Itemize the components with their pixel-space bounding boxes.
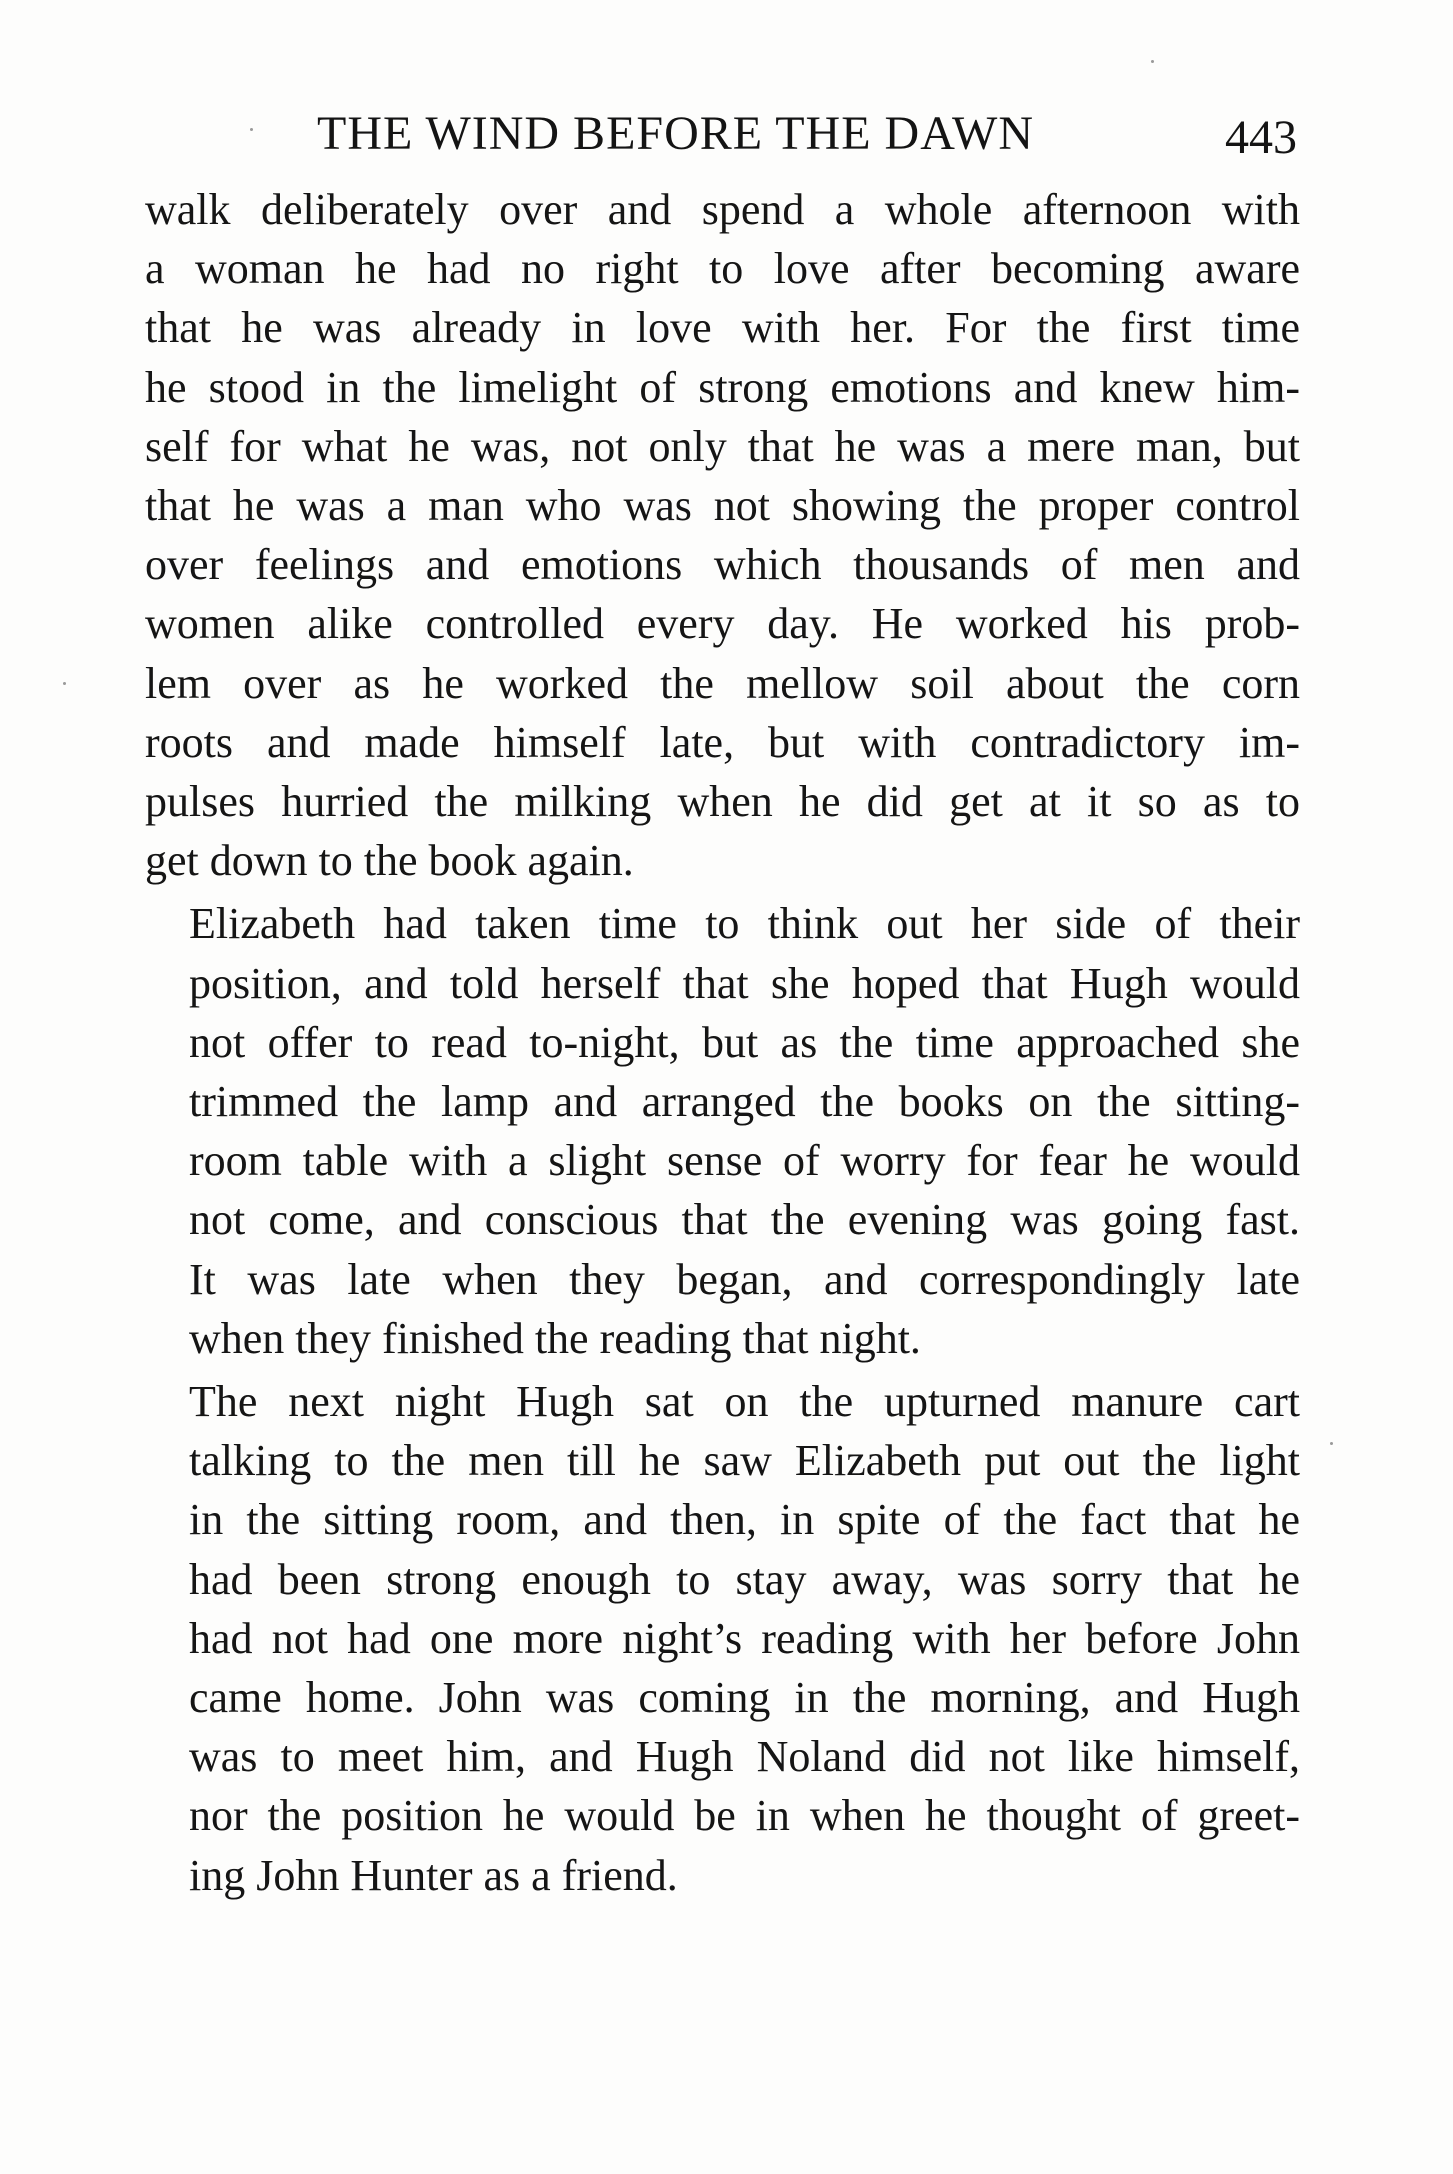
text-line: lem over as he worked the mellow soil about the corn xyxy=(145,658,1300,708)
print-speck xyxy=(1151,60,1154,63)
text-line: not come, and conscious that the evening was going fast. xyxy=(189,1195,1300,1245)
paragraph-2 xyxy=(145,894,1300,1368)
text-line: a woman he had no right to love after becoming aware xyxy=(145,244,1300,294)
text-line: pulses hurried the milking when he did get at it so as to xyxy=(145,777,1300,827)
text-line: had not had one more night’s reading with her before John xyxy=(189,1613,1300,1663)
text-line: trimmed the lamp and arranged the books on the sitting- xyxy=(189,1077,1300,1127)
text-line: in the sitting room, and then, in spite of the fact that he xyxy=(189,1495,1300,1545)
running-head xyxy=(147,106,1297,176)
paragraph-3 xyxy=(145,1372,1300,1905)
text-line: when they finished the reading that night. xyxy=(189,1313,921,1363)
text-line: The next night Hugh sat on the upturned manure cart xyxy=(189,1377,1300,1427)
text-line: self for what he was, not only that he was a mere man, but xyxy=(145,421,1300,471)
page-number: 443 xyxy=(1225,111,1297,164)
text-line: he stood in the limelight of strong emotions and knew him- xyxy=(145,362,1300,412)
text-line: talking to the men till he saw Elizabeth put out the light xyxy=(189,1436,1300,1486)
text-line: get down to the book again. xyxy=(145,836,634,886)
print-speck xyxy=(1330,1442,1333,1445)
text-line: room table with a slight sense of worry for fear he would xyxy=(189,1136,1300,1186)
text-line: was to meet him, and Hugh Noland did not like himself, xyxy=(189,1732,1300,1782)
text-line: that he was already in love with her. For the first time xyxy=(145,303,1300,353)
text-line: roots and made himself late, but with contradictory im- xyxy=(145,717,1300,767)
paragraph-1 xyxy=(145,180,1300,890)
text-line: It was late when they began, and correspondingly late xyxy=(189,1254,1300,1304)
body-text xyxy=(145,180,1300,1905)
text-line: women alike controlled every day. He worked his prob- xyxy=(145,599,1300,649)
text-line: walk deliberately over and spend a whole afternoon with xyxy=(145,185,1300,234)
text-line: Elizabeth had taken time to think out her side of their xyxy=(189,899,1300,949)
print-speck xyxy=(63,682,66,685)
text-line: position, and told herself that she hoped that Hugh would xyxy=(189,958,1300,1008)
text-line: had been strong enough to stay away, was sorry that he xyxy=(189,1554,1300,1604)
text-line: ing John Hunter as a friend. xyxy=(189,1850,678,1900)
print-speck xyxy=(250,128,253,131)
text-line: nor the position he would be in when he thought of greet- xyxy=(189,1791,1300,1841)
running-title: THE WIND BEFORE THE DAWN xyxy=(317,107,1034,160)
text-line: over feelings and emotions which thousands of men and xyxy=(145,540,1300,590)
text-line: that he was a man who was not showing the proper control xyxy=(145,481,1300,531)
text-line: came home. John was coming in the morning, and Hugh xyxy=(189,1673,1300,1723)
text-line: not offer to read to-night, but as the time approached she xyxy=(189,1017,1300,1067)
